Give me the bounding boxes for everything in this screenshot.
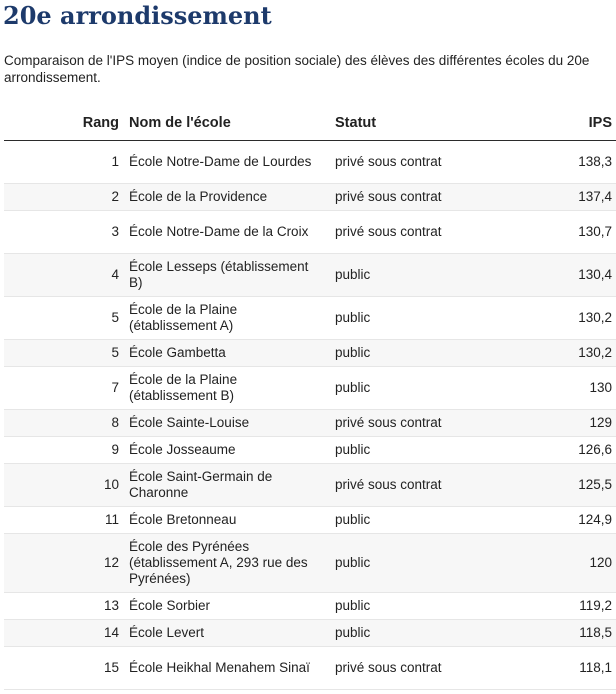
cell-school-name: École Levert	[119, 620, 325, 647]
cell-ips: 138,3	[555, 141, 616, 184]
cell-status: public	[325, 437, 555, 464]
table-row	[4, 211, 616, 254]
cell-status: privé sous contrat	[325, 184, 555, 211]
cell-school-name: École Gambetta	[119, 340, 325, 367]
table-row	[4, 464, 616, 507]
cell-rank: 4	[4, 254, 119, 297]
table-header	[4, 106, 616, 141]
table-row	[4, 340, 616, 367]
cell-ips: 130,2	[555, 297, 616, 340]
table-row	[4, 437, 616, 464]
cell-ips: 118,5	[555, 620, 616, 647]
table-row	[4, 141, 616, 184]
cell-rank: 13	[4, 593, 119, 620]
cell-ips: 129	[555, 410, 616, 437]
cell-status: public	[325, 340, 555, 367]
cell-school-name: École Sorbier	[119, 593, 325, 620]
cell-school-name: École Heikhal Menahem Sinaï	[119, 647, 325, 690]
table-row	[4, 410, 616, 437]
cell-ips: 118,1	[555, 647, 616, 690]
cell-rank: 10	[4, 464, 119, 507]
cell-ips: 137,4	[555, 184, 616, 211]
cell-ips: 130,2	[555, 340, 616, 367]
cell-school-name: École Notre-Dame de Lourdes	[119, 141, 325, 184]
page-title: 20e arrondissement	[3, 1, 272, 30]
cell-school-name: École Josseaume	[119, 437, 325, 464]
cell-ips: 119,2	[555, 593, 616, 620]
header-rank[interactable]: Rang	[4, 106, 119, 141]
cell-rank: 15	[4, 647, 119, 690]
table-body	[4, 141, 616, 690]
cell-status: public	[325, 507, 555, 534]
cell-status: public	[325, 254, 555, 297]
cell-rank: 5	[4, 340, 119, 367]
cell-rank: 3	[4, 211, 119, 254]
cell-school-name: École de la Plaine (établissement A)	[119, 297, 325, 340]
cell-rank: 5	[4, 297, 119, 340]
page-subtitle: Comparaison de l'IPS moyen (indice de position sociale) des élèves des différentes écoles du 20e arrondissement.	[4, 53, 590, 85]
cell-status: public	[325, 534, 555, 593]
cell-status: public	[325, 367, 555, 410]
cell-school-name: École de la Plaine (établissement B)	[119, 367, 325, 410]
cell-school-name: École Notre-Dame de la Croix	[119, 211, 325, 254]
header-status[interactable]: Statut	[325, 106, 555, 141]
table-row	[4, 593, 616, 620]
cell-ips: 126,6	[555, 437, 616, 464]
cell-status: public	[325, 593, 555, 620]
table-row	[4, 254, 616, 297]
table-row	[4, 647, 616, 690]
table-row	[4, 620, 616, 647]
header-row	[4, 106, 616, 141]
table-row	[4, 534, 616, 593]
cell-rank: 8	[4, 410, 119, 437]
cell-rank: 12	[4, 534, 119, 593]
cell-ips: 120	[555, 534, 616, 593]
cell-status: privé sous contrat	[325, 647, 555, 690]
ips-table	[4, 106, 616, 690]
cell-school-name: École Saint-Germain de Charonne	[119, 464, 325, 507]
cell-school-name: École Bretonneau	[119, 507, 325, 534]
cell-school-name: École Lesseps (établissement B)	[119, 254, 325, 297]
cell-status: privé sous contrat	[325, 410, 555, 437]
cell-status: privé sous contrat	[325, 464, 555, 507]
cell-rank: 11	[4, 507, 119, 534]
cell-ips: 130,7	[555, 211, 616, 254]
cell-rank: 14	[4, 620, 119, 647]
cell-school-name: École des Pyrénées (établissement A, 293 rue des Pyrénées)	[119, 534, 325, 593]
cell-ips: 125,5	[555, 464, 616, 507]
header-school-name[interactable]: Nom de l'école	[119, 106, 325, 141]
table-row	[4, 507, 616, 534]
cell-status: public	[325, 620, 555, 647]
cell-status: public	[325, 297, 555, 340]
cell-status: privé sous contrat	[325, 141, 555, 184]
header-ips[interactable]: IPS	[555, 106, 616, 141]
cell-rank: 7	[4, 367, 119, 410]
table-row	[4, 297, 616, 340]
cell-rank: 2	[4, 184, 119, 211]
table-row	[4, 367, 616, 410]
cell-ips: 130	[555, 367, 616, 410]
cell-school-name: École Sainte-Louise	[119, 410, 325, 437]
cell-status: privé sous contrat	[325, 211, 555, 254]
table-row	[4, 184, 616, 211]
cell-ips: 124,9	[555, 507, 616, 534]
cell-ips: 130,4	[555, 254, 616, 297]
cell-rank: 9	[4, 437, 119, 464]
cell-rank: 1	[4, 141, 119, 184]
cell-school-name: École de la Providence	[119, 184, 325, 211]
